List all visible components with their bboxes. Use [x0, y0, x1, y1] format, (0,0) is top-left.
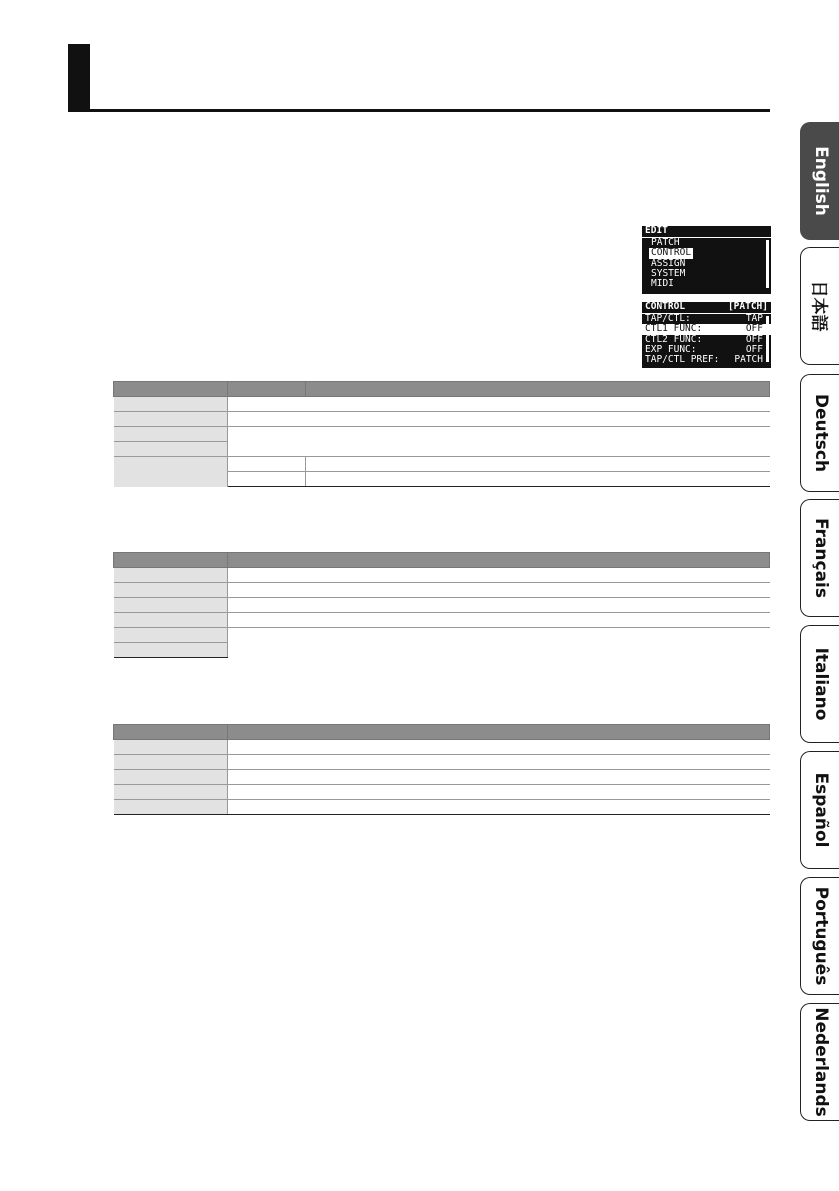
parameter-table-1 [113, 381, 770, 487]
tab-francais[interactable] [800, 499, 839, 617]
table-row [114, 755, 770, 770]
tab-english[interactable] [800, 122, 839, 240]
param-value: OFF [745, 323, 763, 335]
tab-label: Português [810, 886, 831, 986]
scrollbar [766, 316, 769, 362]
tab-label: Italiano [810, 647, 831, 721]
tab-portugues[interactable] [800, 877, 839, 995]
tab-label: English [810, 146, 831, 216]
table-row [114, 628, 770, 643]
menu-item-system[interactable]: SYSTEM [651, 267, 686, 279]
table-header [114, 725, 770, 740]
menu-item-assign[interactable]: ASSIGN [651, 257, 686, 269]
table-row [114, 397, 770, 412]
table-header [114, 382, 770, 397]
table-row [114, 785, 770, 800]
table-row [114, 583, 770, 598]
table-row [114, 457, 770, 472]
table-header [114, 553, 770, 568]
menu-item-midi[interactable]: MIDI [651, 278, 674, 290]
table-row [114, 568, 770, 583]
tab-label: Nederlands [810, 1007, 831, 1117]
param-name: EXP FUNC: [645, 343, 697, 355]
tab-label: Español [810, 772, 831, 848]
param-row[interactable] [642, 355, 771, 365]
param-name: CTL1 FUNC: [645, 323, 703, 335]
tab-nederlands[interactable] [800, 1003, 839, 1121]
parameter-table-3 [113, 724, 770, 815]
table-row [114, 598, 770, 613]
param-name: CTL2 FUNC: [645, 333, 703, 345]
param-value: OFF [745, 343, 763, 355]
menu-item-patch[interactable]: PATCH [651, 237, 680, 248]
section-header-marker [68, 44, 90, 112]
scrollbar [766, 240, 769, 288]
menu-item-control[interactable]: CONTROL [651, 247, 692, 259]
param-value: TAP [745, 313, 763, 324]
tab-label: Français [810, 518, 831, 598]
screen-tag: [PATCH] [727, 301, 768, 312]
section-header-rule [68, 109, 770, 112]
table-row [114, 412, 770, 427]
tab-japanese[interactable] [800, 247, 839, 365]
param-name: TAP/CTL: [645, 313, 691, 324]
table-row [114, 427, 770, 442]
param-value: OFF [745, 333, 763, 345]
param-name: TAP/CTL PREF: [645, 354, 720, 366]
parameter-table-2 [113, 552, 770, 658]
tab-deutsch[interactable] [800, 374, 839, 492]
screen-title: EDIT [645, 225, 668, 236]
table-row [114, 613, 770, 628]
param-value: PATCH [734, 354, 763, 366]
tab-espanol[interactable] [800, 751, 839, 869]
screen-title: CONTROL [645, 301, 686, 312]
table-row [114, 800, 770, 815]
tab-italiano[interactable] [800, 625, 839, 743]
tab-label: 日本語 [808, 280, 828, 332]
table-row [114, 770, 770, 785]
tab-label: Deutsch [810, 393, 831, 473]
table-row [114, 740, 770, 755]
control-screen [642, 302, 771, 368]
edit-menu-screen [642, 226, 771, 294]
